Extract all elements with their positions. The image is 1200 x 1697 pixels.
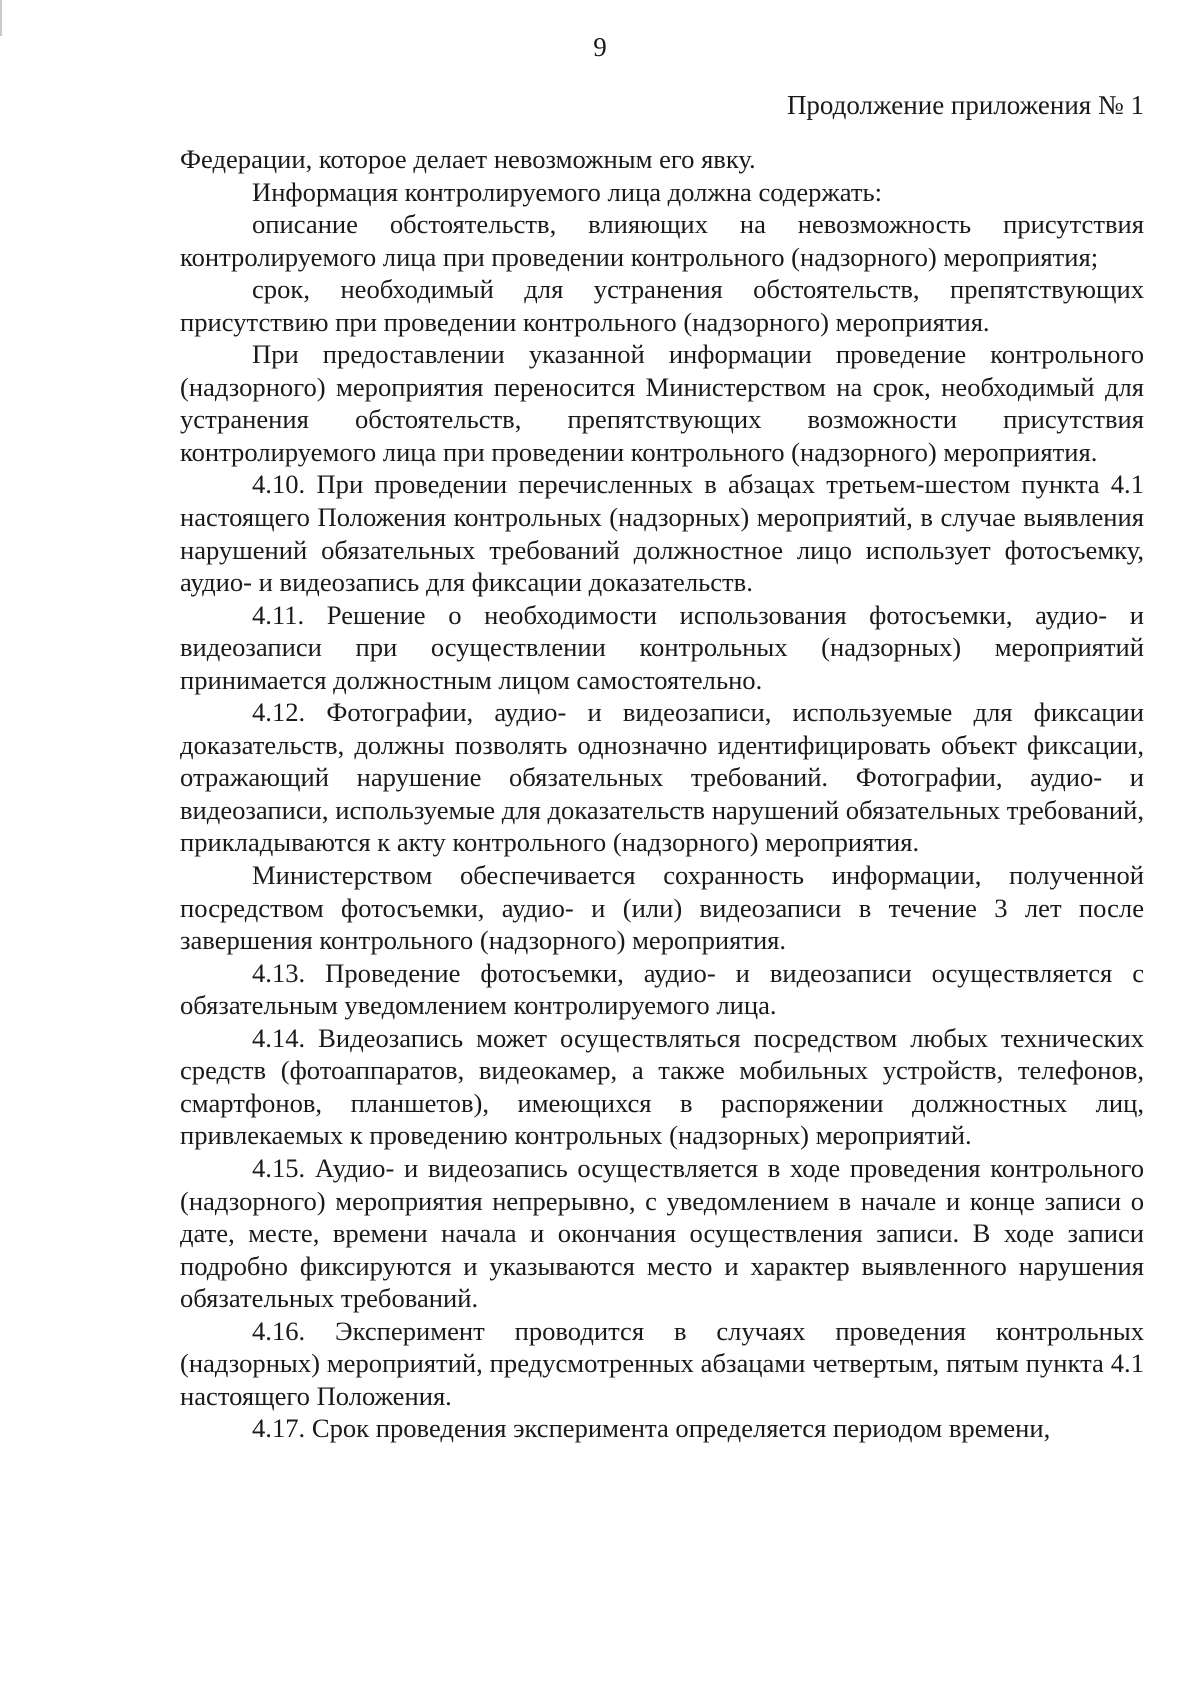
paragraph-storage: Министерством обеспечивается сохранность информации, полученной посредством фотосъемки, аудио- и (или) видеозаписи в течение 3 лет после завершения контрольного (надзорного) мероприятия. [180,860,1144,956]
paragraph-4-10: 4.10. При проведении перечисленных в абзацах третьем-шестом пункта 4.1 настоящего Положения контрольных (надзорных) мероприятий, в случае выявления нарушений обязательных требований должностное лицо использует фотосъемку, аудио- и видеозапись для фиксации доказательств. [180,469,1144,598]
paragraph-4-16: 4.16. Эксперимент проводится в случаях проведения контрольных (надзорных) мероприятий, предусмотренных абзацами четвертым, пятым пункта 4.1 настоящего Положения. [180,1315,1144,1411]
appendix-continuation-header: Продолжение приложения № 1 [786,90,1144,120]
paragraph-4-12: 4.12. Фотографии, аудио- и видеозаписи, используемые для фиксации доказательств, должны позволять однозначно идентифицировать объект фиксации, отражающий нарушение обязательных требований. Фотографии, аудио- и видеозаписи, используемые для доказательств нарушений обязательных требований, прикладываются к акту контрольного (надзорного) мероприятия. [180,697,1144,858]
paragraph-continuation: Федерации, которое делает невозможным его явку. [180,144,756,174]
paragraph-4-17: 4.17. Срок проведения эксперимента определяется периодом времени, [252,1413,1051,1444]
paragraph-postponement: При предоставлении указанной информации проведение контрольного (надзорного) мероприятия переносится Министерством на срок, необходимый для устранения обстоятельств, препятствующих возможности присутствия контролируемого лица при проведении контрольного (надзорного) мероприятия. [180,339,1144,467]
paragraph-circumstances-description: описание обстоятельств, влияющих на невозможность присутствия контролируемого лица при проведении контрольного (надзорного) мероприятия; [180,209,1144,272]
paragraph-4-15: 4.15. Аудио- и видеозапись осуществляется в ходе проведения контрольного (надзорного) мероприятия непрерывно, с уведомлением в начале и конце записи о дате, месте, времени начала и окончания осуществления записи. В ходе записи подробно фиксируются и указываются место и характер выявленного нарушения обязательных требований. [180,1152,1144,1314]
paragraph-4-14: 4.14. Видеозапись может осуществляться посредством любых технических средств (фотоаппаратов, видеокамер, а также мобильных устройств, телефонов, смартфонов, планшетов), имеющихся в распоряжении должностных лиц, привлекаемых к проведению контрольных (надзорных) мероприятий. [180,1022,1144,1151]
document-body [180,143,1144,1445]
page-number: 9 [593,32,607,62]
paragraph-4-13: 4.13. Проведение фотосъемки, аудио- и видеозаписи осуществляется с обязательным уведомлением контролируемого лица. [180,957,1144,1021]
paragraph-4-11: 4.11. Решение о необходимости использования фотосъемки, аудио- и видеозаписи при осуществлении контрольных (надзорных) мероприятий принимается должностным лицом самостоятельно. [180,599,1144,695]
paragraph-info-requirements: Информация контролируемого лица должна содержать: [252,176,883,207]
paragraph-term-needed: срок, необходимый для устранения обстоятельств, препятствующих присутствию при проведении контрольного (надзорного) мероприятия. [180,274,1144,337]
